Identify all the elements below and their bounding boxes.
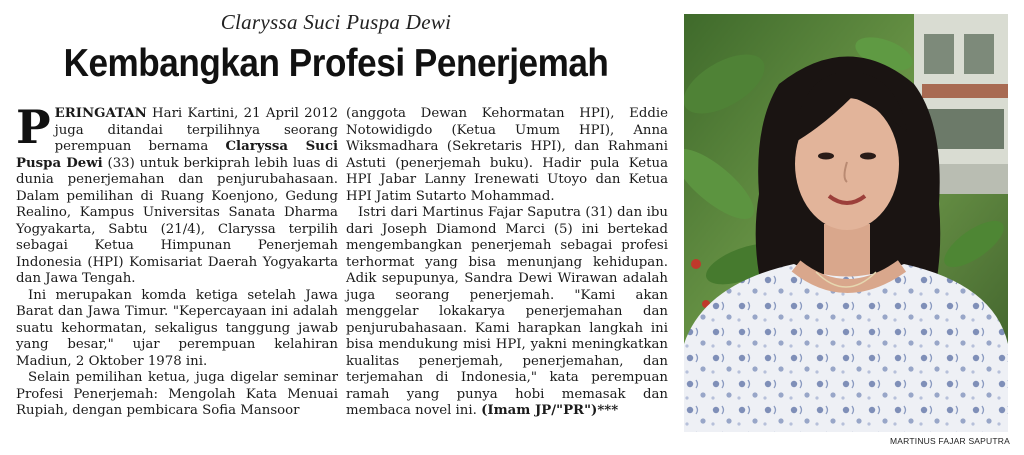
- paragraph-5: [346, 205, 668, 420]
- drop-cap: P: [16, 100, 51, 154]
- paragraph-2: Ini merupakan komda ketiga setelah Jawa Barat dan Jawa Timur. "Kepercayaan ini adalah suatu kehormatan, sekaligus tanggung jawab yang besar," ujar perempuan kelahiran Madiun, 2 Oktober 1978 ini.: [16, 287, 338, 369]
- article-headline: Kembangkan Profesi Penerjemah: [63, 42, 609, 85]
- portrait-illustration: [684, 14, 1008, 432]
- portrait-photo: [684, 14, 1008, 432]
- subject-name: Claryssa Suci Puspa Dewi: [16, 139, 338, 171]
- paragraph-text: Hari Kartini, 21 April 2012 juga ditandai terpilihnya seorang perempuan bernama: [54, 106, 338, 154]
- article-kicker: Claryssa Suci Puspa Dewi: [220, 10, 452, 34]
- paragraph-4: (anggota Dewan Kehormatan HPI), Eddie Notowidigdo (Ketua Umum HPI), Anna Wiksmadhara (Sekretaris HPI), dan Rahmani Astuti (penerjemah buku). Hadir pula Ketua HPI Jabar Lanny Irenewati Utoyo dan Ketua HPI Jatim Sutarto Mohammad.: [346, 106, 668, 204]
- paragraph-text: (33) untuk berkiprah lebih luas di dunia penerjemahan dan penjurubahasaan. Dalam pemilihan di Ruang Koenjono, Gedung Realino, Kampus Universitas Sanata Dharma Yogyakarta, Sabtu (21/4), Claryssa terpilih sebagai Ketua Himpunan Penerjemah Indonesia (HPI) Komisariat Daerah Yogyakarta dan Jawa Tengah.: [16, 155, 339, 286]
- article-column-1: [16, 100, 339, 420]
- paragraph-1: [16, 100, 339, 288]
- lead-word: ERINGATAN: [54, 106, 147, 121]
- photo-credit: MARTINUS FAJAR SAPUTRA: [890, 436, 1010, 446]
- article-column-2: [346, 106, 668, 420]
- paragraph-3: Selain pemilihan ketua, juga digelar seminar Profesi Penerjemah: Mengolah Kata Menuai Rupiah, dengan pembicara Sofia Mansoor: [16, 370, 338, 418]
- paragraph-text: Istri dari Martinus Fajar Saputra (31) dan ibu dari Joseph Diamond Marci (5) ini bertekad mengembangkan penerjemah sebagai profesi terhormat yang bisa menunjang kehidupan. Adik sepupunya, Sandra Dewi Wirawan adalah juga seorang penerjemah. "Kami akan menggelar lokakarya penerjemahan dan penjurubahasaan. Kami harapkan langkah ini bisa mendukung misi HPI, yakni meningkatkan kualitas penerjemah, penerjemahan, dan terjemahan di Indonesia," kata perempuan ramah yang punya hobi memasak dan membaca novel ini.: [346, 205, 668, 418]
- byline: (Imam JP/"PR")***: [481, 403, 619, 418]
